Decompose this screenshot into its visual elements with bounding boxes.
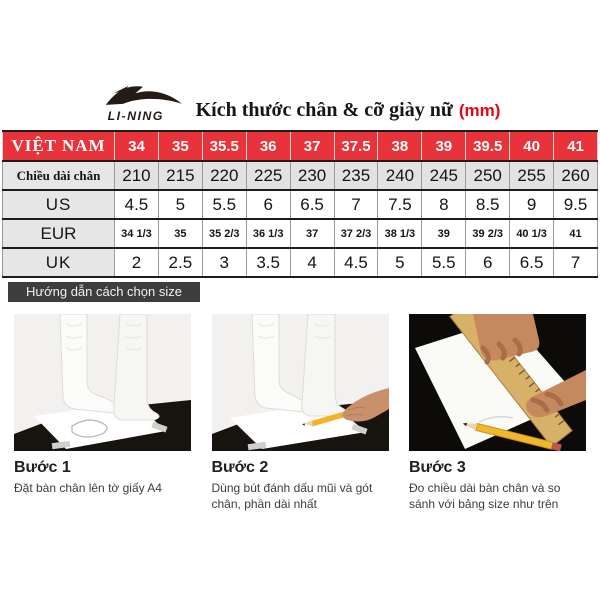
size-cell: 4.5	[334, 248, 378, 277]
size-cell: 8.5	[466, 190, 510, 219]
size-cell: 34 1/3	[115, 219, 159, 248]
step3-description: Đo chiều dài bàn chân và so sánh với bảng size như trên	[409, 481, 561, 512]
size-cell: 235	[334, 161, 378, 190]
size-cell: 7	[554, 248, 598, 277]
size-cell: 8	[422, 190, 466, 219]
size-cell: 37	[290, 131, 334, 161]
row-label: EUR	[3, 219, 115, 248]
page-title-text: Kích thước chân & cỡ giày nữ	[195, 99, 453, 121]
row-label: VIỆT NAM	[3, 131, 115, 161]
size-cell: 35	[158, 131, 202, 161]
size-cell: 225	[246, 161, 290, 190]
step1-title: Bước 1	[14, 459, 71, 476]
page-title	[196, 99, 501, 124]
size-cell: 41	[554, 131, 598, 161]
size-cell: 5	[378, 248, 422, 277]
size-cell: 210	[115, 161, 159, 190]
size-cell: 41	[554, 219, 598, 248]
size-cell: 34	[115, 131, 159, 161]
size-cell: 37.5	[334, 131, 378, 161]
size-cell: 230	[290, 161, 334, 190]
size-cell: 39	[422, 219, 466, 248]
step2-photo	[212, 314, 389, 451]
row-label: US	[3, 190, 115, 219]
size-cell: 5.5	[422, 248, 466, 277]
guide-steps	[0, 302, 600, 512]
size-cell: 3	[202, 248, 246, 277]
size-cell: 36	[246, 131, 290, 161]
size-cell: 6	[246, 190, 290, 219]
size-cell: 2.5	[158, 248, 202, 277]
size-cell: 38 1/3	[378, 219, 422, 248]
size-cell: 6.5	[510, 248, 554, 277]
size-cell: 39	[422, 131, 466, 161]
size-cell: 260	[554, 161, 598, 190]
size-cell: 6.5	[290, 190, 334, 219]
size-table-body	[3, 131, 598, 277]
size-cell: 2	[115, 248, 159, 277]
header	[0, 80, 600, 124]
step-card	[212, 314, 389, 512]
step3-title: Bước 3	[409, 459, 466, 476]
size-cell: 36 1/3	[246, 219, 290, 248]
unit-label: (mm)	[458, 101, 501, 120]
size-cell: 39 2/3	[466, 219, 510, 248]
size-cell: 245	[422, 161, 466, 190]
size-cell: 4	[290, 248, 334, 277]
step3-photo	[409, 314, 586, 451]
size-cell: 38	[378, 131, 422, 161]
lining-logo-icon	[100, 80, 186, 124]
size-cell: 220	[202, 161, 246, 190]
size-cell: 215	[158, 161, 202, 190]
size-cell: 7.5	[378, 190, 422, 219]
step2-title: Bước 2	[211, 459, 269, 476]
step1-description: Đặt bàn chân lên tờ giấy A4	[14, 481, 162, 495]
step2-description: Dùng bút đánh dấu mũi và gót chân, phần dài nhất	[211, 481, 373, 512]
row-label: UK	[3, 248, 115, 277]
step-card	[409, 314, 586, 512]
row-label: Chiều dài chân	[3, 161, 115, 190]
size-cell: 37	[290, 219, 334, 248]
table-row	[3, 248, 598, 277]
size-cell: 9	[510, 190, 554, 219]
size-cell: 9.5	[554, 190, 598, 219]
size-cell: 39.5	[466, 131, 510, 161]
size-cell: 5.5	[202, 190, 246, 219]
size-cell: 255	[510, 161, 554, 190]
guide-heading-badge: Hướng dẫn cách chọn size	[8, 282, 200, 302]
size-cell: 250	[466, 161, 510, 190]
table-row	[3, 131, 598, 161]
size-cell: 5	[158, 190, 202, 219]
brand-wordmark: LI-NING	[107, 109, 164, 124]
size-cell: 3.5	[246, 248, 290, 277]
table-row	[3, 219, 598, 248]
size-cell: 35	[158, 219, 202, 248]
size-cell: 40 1/3	[510, 219, 554, 248]
size-cell: 37 2/3	[334, 219, 378, 248]
size-cell: 40	[510, 131, 554, 161]
size-cell: 240	[378, 161, 422, 190]
step-card	[14, 314, 191, 512]
size-cell: 6	[466, 248, 510, 277]
size-cell: 4.5	[115, 190, 159, 219]
table-row	[3, 190, 598, 219]
size-cell: 35.5	[202, 131, 246, 161]
size-cell: 35 2/3	[202, 219, 246, 248]
step1-photo	[14, 314, 191, 451]
size-table	[2, 130, 598, 278]
table-row	[3, 161, 598, 190]
size-cell: 7	[334, 190, 378, 219]
